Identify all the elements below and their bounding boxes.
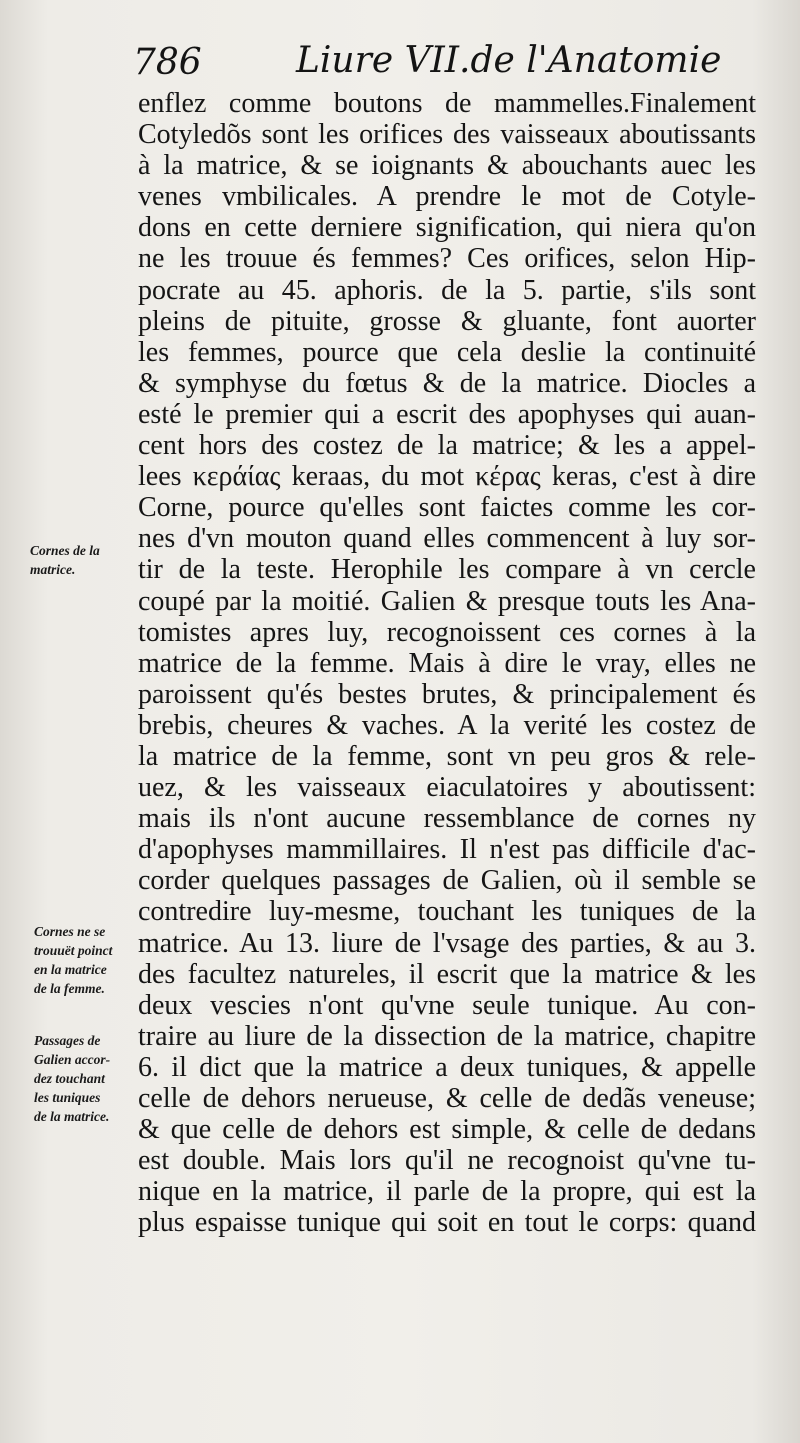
text-line: d'apophyses mammillaires. Il n'est pas difficile d'ac-: [138, 834, 756, 866]
text-line: uez, & les vaisseaux eiaculatoires y aboutissent:: [138, 772, 756, 804]
margin-note-cornes: [30, 541, 100, 579]
text-line: dons en cette derniere signification, qui niera qu'on: [138, 212, 756, 244]
margin-note-cornes-absent: [34, 922, 112, 998]
text-line: & que celle de dehors est simple, & celle de dedans: [138, 1114, 756, 1146]
text-line: matrice. Au 13. liure de l'vsage des parties, & au 3.: [138, 927, 756, 959]
page-header: [0, 34, 800, 94]
text-line: Cotyledõs sont les orifices des vaisseaux aboutissants: [138, 119, 756, 151]
margin-note-line: Galien accor-: [34, 1052, 111, 1067]
text-line: nes d'vn mouton quand elles commencent à luy sor-: [138, 523, 756, 555]
text-line: nique en la matrice, il parle de la propre, qui est la: [138, 1176, 756, 1208]
text-line: est double. Mais lors qu'il ne recognoist qu'vne tu-: [138, 1145, 756, 1177]
text-line: la matrice de la femme, sont vn peu gros & rele-: [138, 740, 756, 772]
text-line: ne les trouue és femmes? Ces orifices, selon Hip-: [138, 243, 756, 275]
text-line: mais ils n'ont aucune ressemblance de cornes ny: [138, 803, 756, 835]
text-line: contredire luy-mesme, touchant les tuniques de la: [138, 896, 756, 928]
text-line: & symphyse du fœtus & de la matrice. Diocles a: [138, 367, 756, 399]
margin-note-line: matrice.: [30, 562, 76, 577]
body-text: [138, 88, 756, 1238]
text-line: lees κεράίας keraas, du mot κέρας keras, c'est à dire: [138, 461, 756, 493]
text-line: celle de dehors nerueuse, & celle de dedãs veneuse;: [138, 1083, 756, 1114]
text-line: plus espaisse tunique qui soit en tout le corps: quand: [138, 1207, 756, 1239]
margin-note-line: trouuët poinct: [34, 943, 113, 958]
text-line: des facultez natureles, il escrit que la matrice & les: [138, 958, 756, 990]
text-line: pocrate au 45. aphoris. de la 5. partie, s'ils sont: [138, 274, 756, 306]
text-line: brebis, cheures & vaches. A la verité les costez de: [138, 709, 756, 741]
text-line: à la matrice, & se ioignants & abouchants auec les: [138, 150, 756, 182]
text-line: pleins de pituite, grosse & gluante, font auorter: [138, 305, 756, 337]
margin-note-line: Cornes ne se: [34, 924, 106, 939]
margin-note-line: Cornes de la: [30, 543, 100, 558]
text-line: Corne, pource qu'elles sont faictes comme les cor-: [138, 492, 756, 524]
margin-note-line: les tuniques: [34, 1090, 101, 1105]
text-line: traire au liure de la dissection de la matrice, chapitre: [138, 1020, 756, 1052]
running-title: Liure VII.de l'Anatomie: [296, 40, 722, 81]
text-line: cent hors des costez de la matrice; & les a appel-: [138, 430, 756, 462]
page-number: 786: [133, 42, 202, 83]
margin-note-line: Passages de: [34, 1033, 101, 1048]
margin-note-line: de la femme.: [34, 981, 105, 996]
margin-note-line: en la matrice: [34, 962, 107, 977]
text-line: tomistes apres luy, recognoissent ces cornes à la: [138, 616, 756, 648]
text-line: coupé par la moitié. Galien & presque touts les Ana-: [138, 585, 756, 617]
margin-note-line: de la matrice.: [34, 1109, 110, 1124]
text-line: paroissent qu'és bestes brutes, & principalement és: [138, 678, 756, 710]
text-line: venes vmbilicales. A prendre le mot de Cotyle-: [138, 181, 756, 213]
text-line: enflez comme boutons de mammelles.Finalement: [138, 88, 756, 119]
text-line: 6. il dict que la matrice a deux tuniques, & appelle: [138, 1051, 756, 1083]
text-line: corder quelques passages de Galien, où il semble se: [138, 865, 756, 897]
text-line: deux vescies n'ont qu'vne seule tunique. Au con-: [138, 989, 756, 1021]
text-line: esté le premier qui a escrit des apophyses qui auan-: [138, 398, 756, 430]
text-line: tir de la teste. Herophile les compare à vn cercle: [138, 554, 756, 586]
margin-note-passages-galien: [34, 1031, 110, 1126]
margin-note-line: dez touchant: [34, 1071, 105, 1086]
text-line: matrice de la femme. Mais à dire le vray, elles ne: [138, 647, 756, 679]
text-line: les femmes, pource que cela deslie la continuité: [138, 336, 756, 368]
